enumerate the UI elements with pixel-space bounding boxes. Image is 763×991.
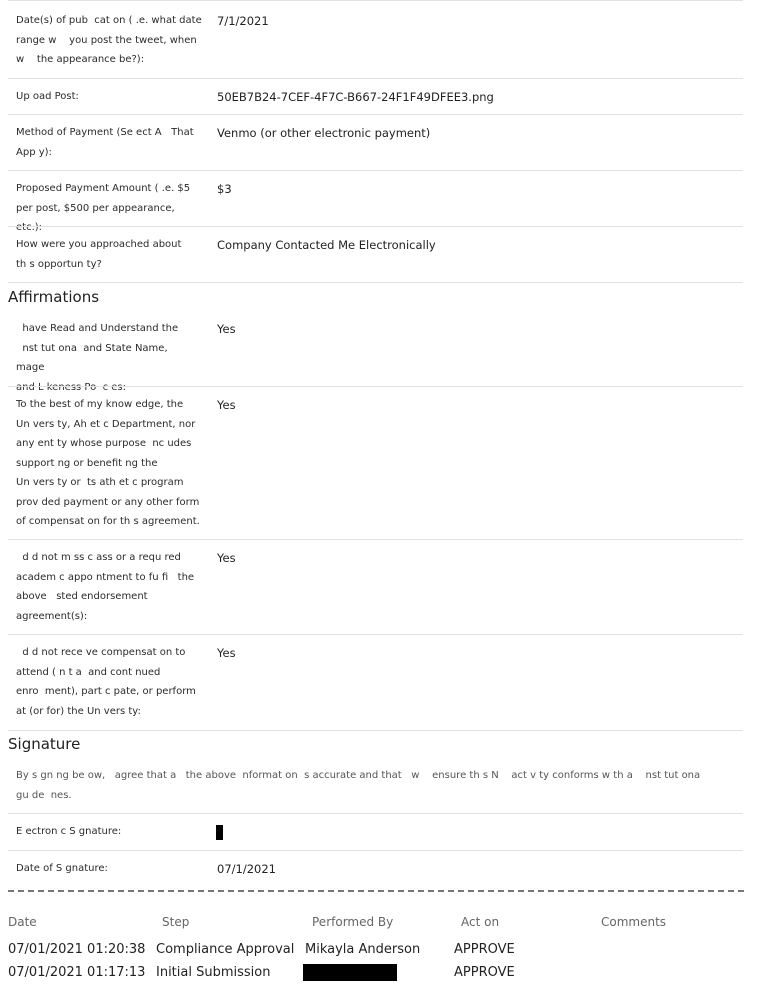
divider — [8, 813, 743, 814]
section-title-affirmations: Affirmations — [8, 288, 100, 306]
field-label-payment-method: Method of Payment (Se ect A That App y): — [16, 127, 194, 158]
history-row-step: Initial Submission — [156, 965, 271, 980]
history-header-date: Date — [8, 915, 37, 929]
divider — [8, 539, 743, 540]
history-row-action: APPROVE — [454, 965, 515, 980]
redacted-performer — [303, 964, 397, 981]
history-row-performed-by: Mikayla Anderson — [305, 942, 421, 957]
field-value-payment-amount: $3 — [217, 182, 232, 196]
electronic-signature-mark — [216, 825, 223, 840]
history-separator — [8, 890, 744, 892]
history-row-action: APPROVE — [454, 942, 515, 957]
divider — [8, 634, 743, 635]
history-row-step: Compliance Approval — [156, 942, 295, 957]
field-value-publication-dates: 7/1/2021 — [217, 14, 269, 28]
divider — [8, 78, 743, 79]
history-header-comments: Comments — [601, 915, 667, 929]
field-label-payment-amount: Proposed Payment Amount ( .e. $5 per post, $500 per appearance, etc.): — [16, 183, 191, 233]
field-label-publication-dates: Date(s) of pub cat on ( .e. what date range w you post the tweet, when w the appearance be?): — [16, 15, 202, 65]
affirmation-label-policies: have Read and Understand the nst tut ona and State Name, mage and L keness Po c es: — [16, 323, 179, 393]
affirmation-label-no-payment: To the best of my know edge, the Un vers ty, Ah et c Department, nor any ent ty whose purpose nc udes support ng or benefit ng the Un vers ty or ts ath et c program prov ded payment or any other form of compensat on for th s agreement. — [16, 399, 200, 527]
affirmation-value-no-compensation: Yes — [217, 646, 236, 660]
divider — [8, 0, 743, 1]
affirmation-value-policies: Yes — [217, 322, 236, 336]
field-label-electronic-signature: E ectron c S gnature: — [16, 826, 122, 837]
signature-note: By s gn ng be ow, agree that a the above nformat on s accurate and that w ensure th s N act v ty conforms w th a nst tut ona gu de nes. — [16, 770, 701, 801]
history-header-action: Act on — [461, 915, 500, 929]
history-header-performed-by: Performed By — [312, 915, 394, 929]
affirmation-label-no-missed-class: d d not m ss c ass or a requ red academ c appo ntment to fu fi the above sted endorsement agreement(s): — [16, 552, 195, 622]
history-header-step: Step — [162, 915, 190, 929]
field-value-signature-date: 07/1/2021 — [217, 862, 276, 876]
history-row-date: 07/01/2021 01:17:13 — [8, 965, 146, 980]
divider — [8, 282, 743, 283]
divider — [8, 386, 743, 387]
affirmation-label-no-compensation: d d not rece ve compensat on to attend ( n t a and cont nued enro ment), part c pate, or perform at (or for) the Un vers ty: — [16, 647, 196, 717]
divider — [8, 170, 743, 171]
divider — [8, 730, 743, 731]
affirmation-value-no-payment: Yes — [217, 398, 236, 412]
field-value-payment-method: Venmo (or other electronic payment) — [217, 126, 431, 140]
section-title-signature: Signature — [8, 735, 81, 753]
affirmation-value-no-missed-class: Yes — [217, 551, 236, 565]
divider — [8, 114, 743, 115]
upload-post-link[interactable]: 50EB7B24-7CEF-4F7C-B667-24F1F49DFEE3.png — [217, 90, 494, 104]
history-row-date: 07/01/2021 01:20:38 — [8, 942, 146, 957]
divider — [8, 226, 743, 227]
field-value-approach: Company Contacted Me Electronically — [217, 238, 436, 252]
field-label-approach: How were you approached about th s opportun ty? — [16, 239, 182, 270]
field-label-signature-date: Date of S gnature: — [16, 863, 108, 874]
divider — [8, 850, 743, 851]
field-label-upload-post: Up oad Post: — [16, 91, 79, 102]
